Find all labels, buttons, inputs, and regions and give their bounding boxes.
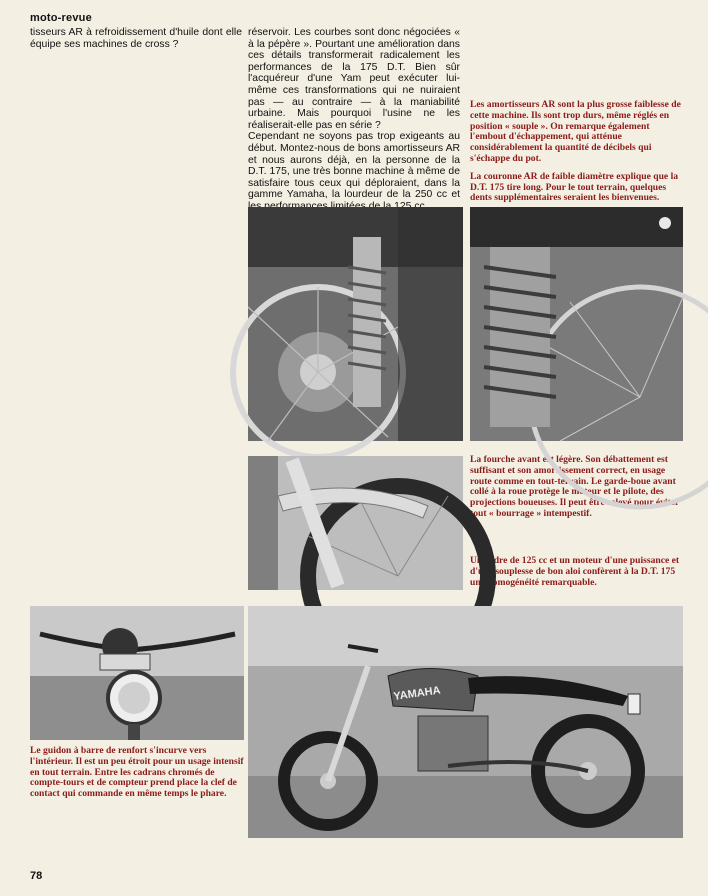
caption-text: Un cadre de 125 cc et un moteur d'une puissance et d'une souplesse de bon aloi confèrent à la D.T. 175 une homogénéité remarquable. bbox=[470, 555, 680, 588]
paragraph: réservoir. Les courbes sont donc négociées « à la pépère ». Pourtant une amélioration dans ces détails transformerait radicalement les performances de la 175 D.T. Bien sûr l'acquéreur d'une Yam peut exécuter lui-même ces transformations qui ne nuiraient pas — au contraire — à la maniabilité urbaine. Mais pourquoi l'usine ne les réaliserait-elle pas en série ? bbox=[248, 27, 460, 131]
caption-front-fork bbox=[470, 455, 682, 527]
paragraph: Cependant ne soyons pas trop exigeants au début. Montez-nous de bons amortisseurs AR et nous aurons déjà, en la personne de la D.T. 175, une très bonne machine à même de satisfaire tous ceux qui déploraient, dans la gamme Yamaha, la lourdeur de la 250 cc et bbox=[248, 131, 460, 201]
photo-rear-shock-closeup bbox=[470, 207, 683, 441]
article-column-2 bbox=[248, 27, 460, 205]
page-number: 78 bbox=[30, 870, 43, 882]
section-header: moto-revue bbox=[30, 12, 92, 24]
article-column-1 bbox=[30, 27, 242, 599]
photo-rear-shock-left bbox=[248, 207, 463, 441]
caption-rear-shocks: Les amortisseurs AR sont la plus grosse faiblesse de cette machine. Ils sont trop durs, même réglés en position « souple ». On remarque également l'embout d'échappement, qui atténue considérablement la quantité de décibels qui s'échappe du pot. bbox=[470, 99, 681, 164]
caption-sprocket: La couronne AR de faible diamètre explique que la D.T. 175 tire long. Pour le tout terrain, quelques dents supplémentaires seraient les bienvenues. bbox=[470, 170, 679, 204]
caption-text: Le guidon à barre de renfort s'incurve vers l'intérieur. Il est un peu étroit pour un usage intensif en tout terrain. Entre les cadrans chromés de compte-tours et de compteur prend place la clef de contact qui commande en même temps le phare. bbox=[30, 745, 244, 800]
photo-motorcycle-side bbox=[248, 606, 683, 838]
caption-handlebar bbox=[30, 746, 244, 807]
tank-brand-text: YAMAHA bbox=[392, 684, 442, 703]
caption-text: La fourche avant est légère. Son débattement est suffisant et son amortissement correct, en usage route comme en tout-terrain. Le garde-boue avant collé à la roue protège le moteur et le pilote, des projections boueuses. Il peut être relevé pour éviter tout « bourrage » intempestif. bbox=[470, 454, 680, 519]
photo-front-fork bbox=[248, 456, 463, 590]
caption-rear-shocks-and-sprocket bbox=[470, 100, 682, 211]
caption-frame bbox=[470, 556, 682, 595]
photo-handlebar bbox=[30, 606, 244, 740]
paragraph: tisseurs AR à refroidissement d'huile dont elle équipe ses machines de cross ? bbox=[30, 27, 242, 50]
